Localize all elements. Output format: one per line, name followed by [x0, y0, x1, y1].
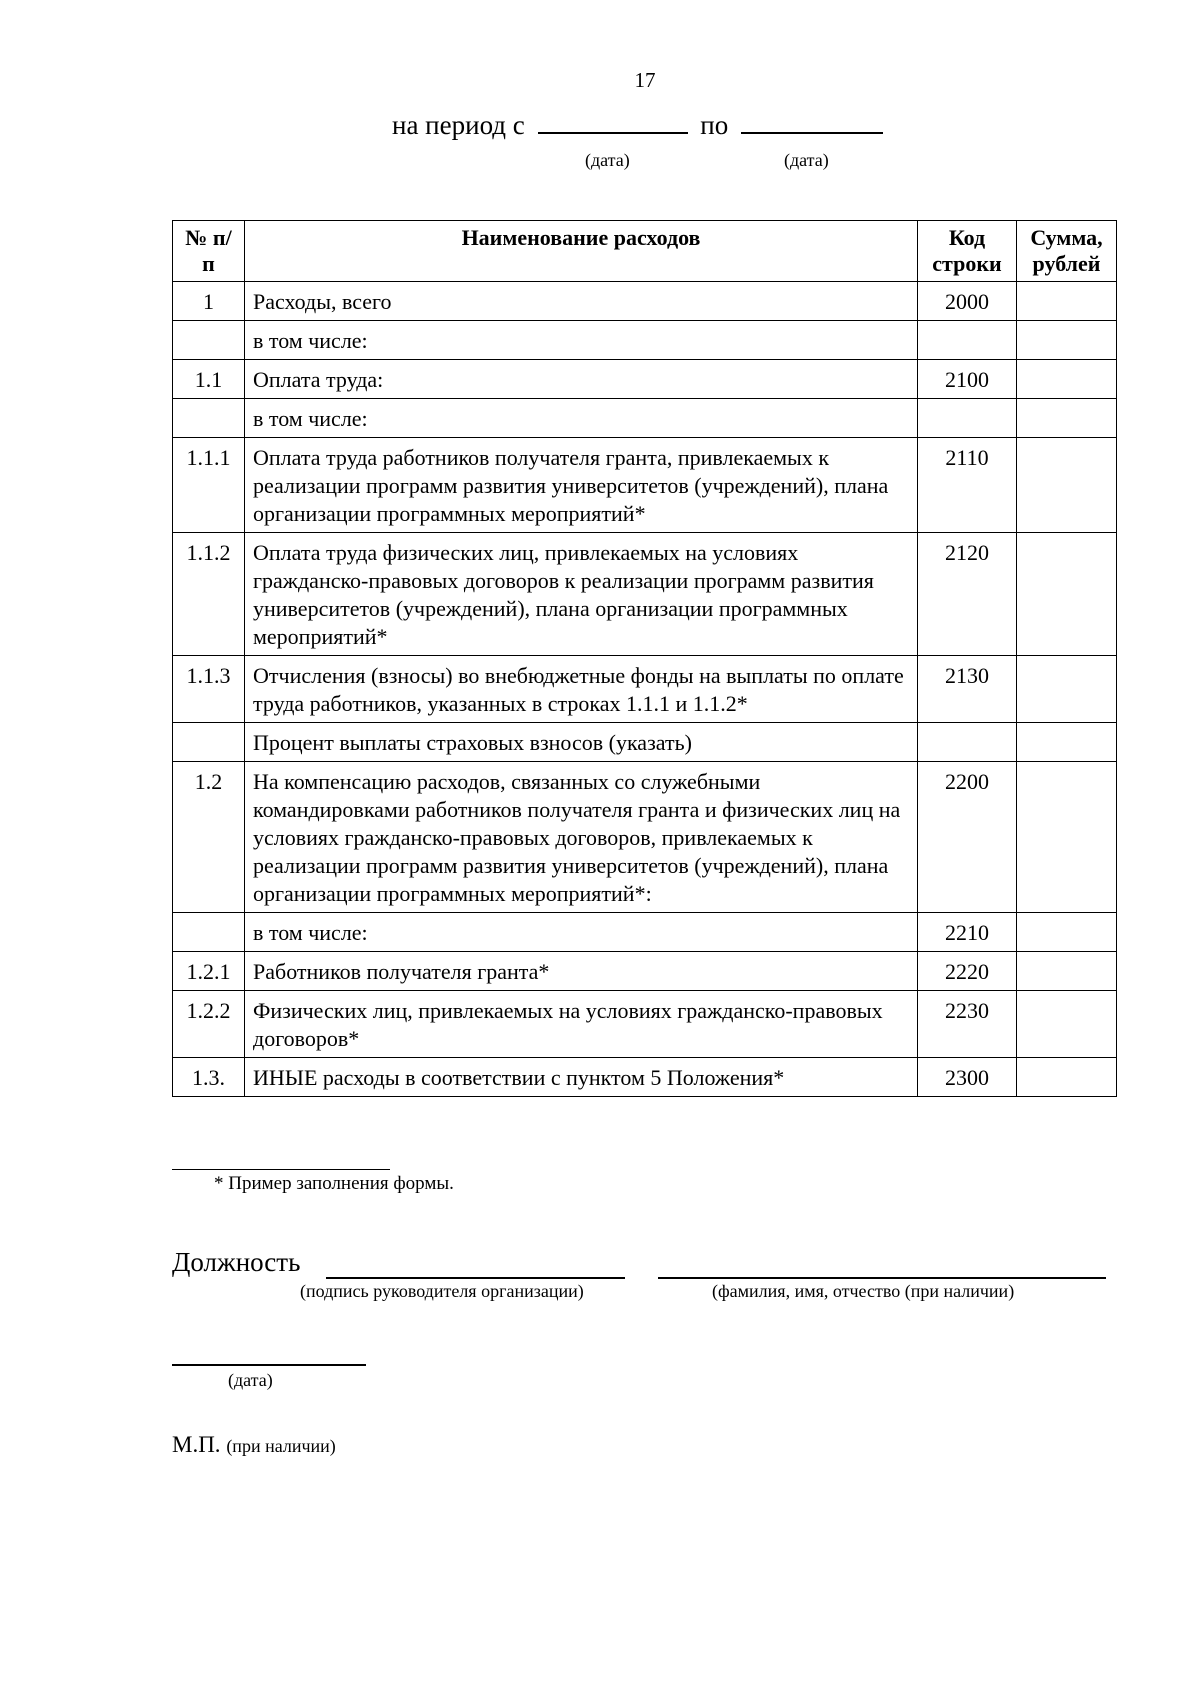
position-label: Должность	[172, 1247, 301, 1277]
row-name: ИНЫЕ расходы в соответствии с пунктом 5 Положения*	[245, 1058, 918, 1097]
full-name-caption: (фамилия, имя, отчество (при наличии)	[712, 1281, 1015, 1301]
signature-caption: (подпись руководителя организации)	[300, 1281, 584, 1301]
row-num: 1	[173, 282, 245, 321]
table-row	[173, 1058, 1117, 1097]
row-code: 2120	[918, 533, 1017, 656]
row-code: 2100	[918, 360, 1017, 399]
row-code	[918, 723, 1017, 762]
footnote-separator	[172, 1169, 390, 1170]
row-sum[interactable]	[1017, 913, 1117, 952]
stamp-abbr: М.П.	[172, 1432, 221, 1457]
row-num: 1.1.1	[173, 438, 245, 533]
row-sum[interactable]	[1017, 723, 1117, 762]
table-row	[173, 321, 1117, 360]
row-sum[interactable]	[1017, 952, 1117, 991]
row-code: 2210	[918, 913, 1017, 952]
table-row	[173, 282, 1117, 321]
row-sum[interactable]	[1017, 762, 1117, 913]
row-name: Оплата труда физических лиц, привлекаемых на условиях гражданско-правовых договоров к реализации программ развития университетов (учреждений), плана организации программных мероприятий*	[245, 533, 918, 656]
row-num	[173, 723, 245, 762]
row-name: в том числе:	[245, 399, 918, 438]
footnote: * Пример заполнения формы.	[214, 1173, 454, 1194]
row-num: 1.1.2	[173, 533, 245, 656]
row-name: Физических лиц, привлекаемых на условиях гражданско-правовых договоров*	[245, 991, 918, 1058]
expenses-table	[172, 220, 1117, 1097]
row-num	[173, 399, 245, 438]
period-end-date-caption: (дата)	[784, 150, 829, 170]
row-code	[918, 399, 1017, 438]
row-num	[173, 321, 245, 360]
table-row	[173, 952, 1117, 991]
period-middle: по	[700, 110, 729, 140]
row-name: Процент выплаты страховых взносов (указать)	[245, 723, 918, 762]
header-code: Код строки	[918, 221, 1017, 282]
row-code: 2230	[918, 991, 1017, 1058]
row-code: 2220	[918, 952, 1017, 991]
table-row	[173, 723, 1117, 762]
row-name: Отчисления (взносы) во внебюджетные фонды на выплаты по оплате труда работников, указанных в строках 1.1.1 и 1.1.2*	[245, 656, 918, 723]
row-code: 2130	[918, 656, 1017, 723]
signature-field[interactable]	[326, 1276, 625, 1279]
table-row	[173, 399, 1117, 438]
row-name: Оплата труда:	[245, 360, 918, 399]
row-sum[interactable]	[1017, 399, 1117, 438]
row-code: 2110	[918, 438, 1017, 533]
row-num	[173, 913, 245, 952]
table-row	[173, 533, 1117, 656]
row-num: 1.1	[173, 360, 245, 399]
full-name-field[interactable]	[658, 1276, 1106, 1279]
row-name: Расходы, всего	[245, 282, 918, 321]
table-header-row	[173, 221, 1117, 282]
table-row	[173, 656, 1117, 723]
row-code: 2000	[918, 282, 1017, 321]
row-name: На компенсацию расходов, связанных со служебными командировками работников получателя гранта и физических лиц на условиях гражданско-правовых договоров, привлекаемых к реализации программ развития университетов (учреждений), плана организации программных мероприятий*:	[245, 762, 918, 913]
row-name: в том числе:	[245, 913, 918, 952]
row-sum[interactable]	[1017, 1058, 1117, 1097]
row-sum[interactable]	[1017, 533, 1117, 656]
row-sum[interactable]	[1017, 282, 1117, 321]
row-sum[interactable]	[1017, 656, 1117, 723]
table-row	[173, 913, 1117, 952]
row-sum[interactable]	[1017, 321, 1117, 360]
row-sum[interactable]	[1017, 438, 1117, 533]
header-name: Наименование расходов	[245, 221, 918, 282]
row-num: 1.2.1	[173, 952, 245, 991]
period-line	[392, 110, 883, 141]
table-body	[173, 282, 1117, 1097]
row-code: 2200	[918, 762, 1017, 913]
header-sum: Сумма, рублей	[1017, 221, 1117, 282]
row-name: Оплата труда работников получателя гранта, привлекаемых к реализации программ развития университетов (учреждений), плана организации программных мероприятий*	[245, 438, 918, 533]
row-sum[interactable]	[1017, 360, 1117, 399]
table-row	[173, 762, 1117, 913]
table-row	[173, 438, 1117, 533]
row-name: Работников получателя гранта*	[245, 952, 918, 991]
row-name: в том числе:	[245, 321, 918, 360]
page-number: 17	[634, 68, 656, 92]
row-code: 2300	[918, 1058, 1017, 1097]
header-num: № п/п	[173, 221, 245, 282]
period-start-date-caption: (дата)	[585, 150, 630, 170]
row-sum[interactable]	[1017, 991, 1117, 1058]
date-caption: (дата)	[228, 1370, 273, 1390]
row-code	[918, 321, 1017, 360]
table-row	[173, 991, 1117, 1058]
row-num: 1.2.2	[173, 991, 245, 1058]
row-num: 1.3.	[173, 1058, 245, 1097]
row-num: 1.2	[173, 762, 245, 913]
period-prefix: на период с	[392, 110, 525, 140]
stamp-label	[172, 1432, 336, 1458]
period-end-date-field[interactable]	[741, 110, 883, 134]
date-field[interactable]	[172, 1364, 366, 1366]
table-row	[173, 360, 1117, 399]
row-num: 1.1.3	[173, 656, 245, 723]
period-start-date-field[interactable]	[538, 110, 688, 134]
stamp-note: (при наличии)	[226, 1436, 336, 1456]
